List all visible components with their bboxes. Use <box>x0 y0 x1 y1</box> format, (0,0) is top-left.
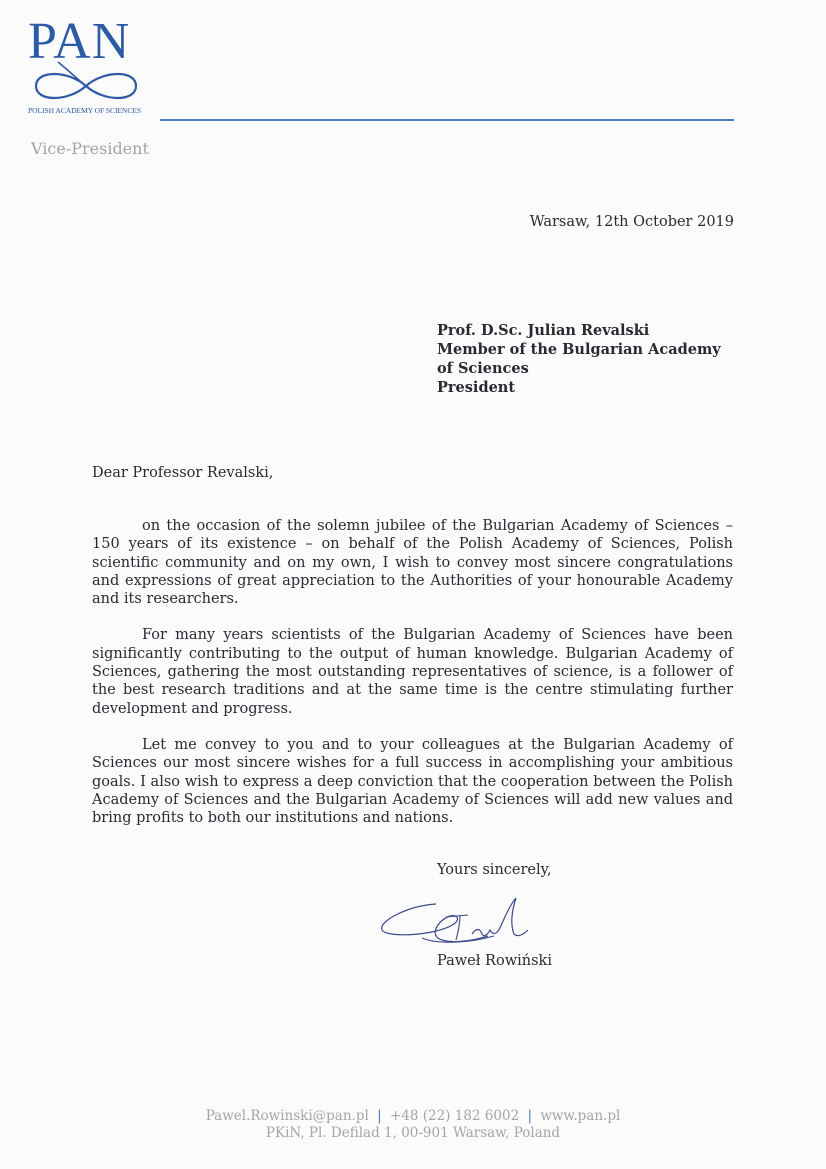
addressee-block <box>437 321 721 397</box>
handwritten-signature <box>376 884 556 954</box>
footer-website: www.pan.pl <box>540 1108 621 1124</box>
logo-wordmark: PAN <box>28 13 131 70</box>
header-rule <box>160 119 734 121</box>
body-paragraph: For many years scientists of the Bulgarian Academy of Sciences have been significantly contributing to the output of human knowledge. Bulgarian Academy of Sciences, gathering the most outstanding representatives of science, is a follower of the best research traditions and at the same time is the centre stimulating further development and progress. <box>92 627 733 717</box>
addressee-line: of Sciences <box>437 360 529 377</box>
letterhead-footer <box>0 1108 826 1142</box>
closing: Yours sincerely, <box>437 862 552 878</box>
footer-separator: | <box>527 1108 533 1124</box>
footer-separator: | <box>377 1108 382 1124</box>
body-paragraph: Let me convey to you and to your colleagues at the Bulgarian Academy of Sciences our most sincere wishes for a full success in accomplishing your ambitious goals. I also wish to express a deep conviction that the cooperation between the Polish Academy of Sciences and the Bulgarian Academy of Sciences will add new values and bring profits to both our institutions and nations. <box>92 736 733 827</box>
addressee-line: Member of the Bulgarian Academy <box>437 341 721 358</box>
office-title: Vice-President <box>31 139 149 158</box>
pan-logo <box>28 13 148 115</box>
footer-phone: +48 (22) 182 6002 <box>389 1108 520 1124</box>
signer-name: Paweł Rowiński <box>437 953 552 969</box>
salutation: Dear Professor Revalski, <box>92 465 274 481</box>
logo-caption: POLISH ACADEMY OF SCIENCES <box>28 106 141 115</box>
body-paragraph: on the occasion of the solemn jubilee of the Bulgarian Academy of Sciences – 150 years of its existence – on behalf of the Polish Academy of Sciences, Polish scientific community and on my own, I wish to convey most sincere congratulations and expressions of great appreciation to the Authorities of your honourable Academy and its researchers. <box>92 518 733 608</box>
footer-address: PKiN, Pl. Defilad 1, 00-901 Warsaw, Poland <box>265 1125 561 1141</box>
footer-contact-line <box>0 1108 826 1125</box>
addressee-line: President <box>437 379 516 396</box>
letter-date: Warsaw, 12th October 2019 <box>529 214 734 230</box>
footer-email: Pawel.Rowinski@pan.pl <box>205 1108 369 1124</box>
addressee-line: Prof. D.Sc. Julian Revalski <box>437 322 650 339</box>
letter-body <box>92 517 733 845</box>
